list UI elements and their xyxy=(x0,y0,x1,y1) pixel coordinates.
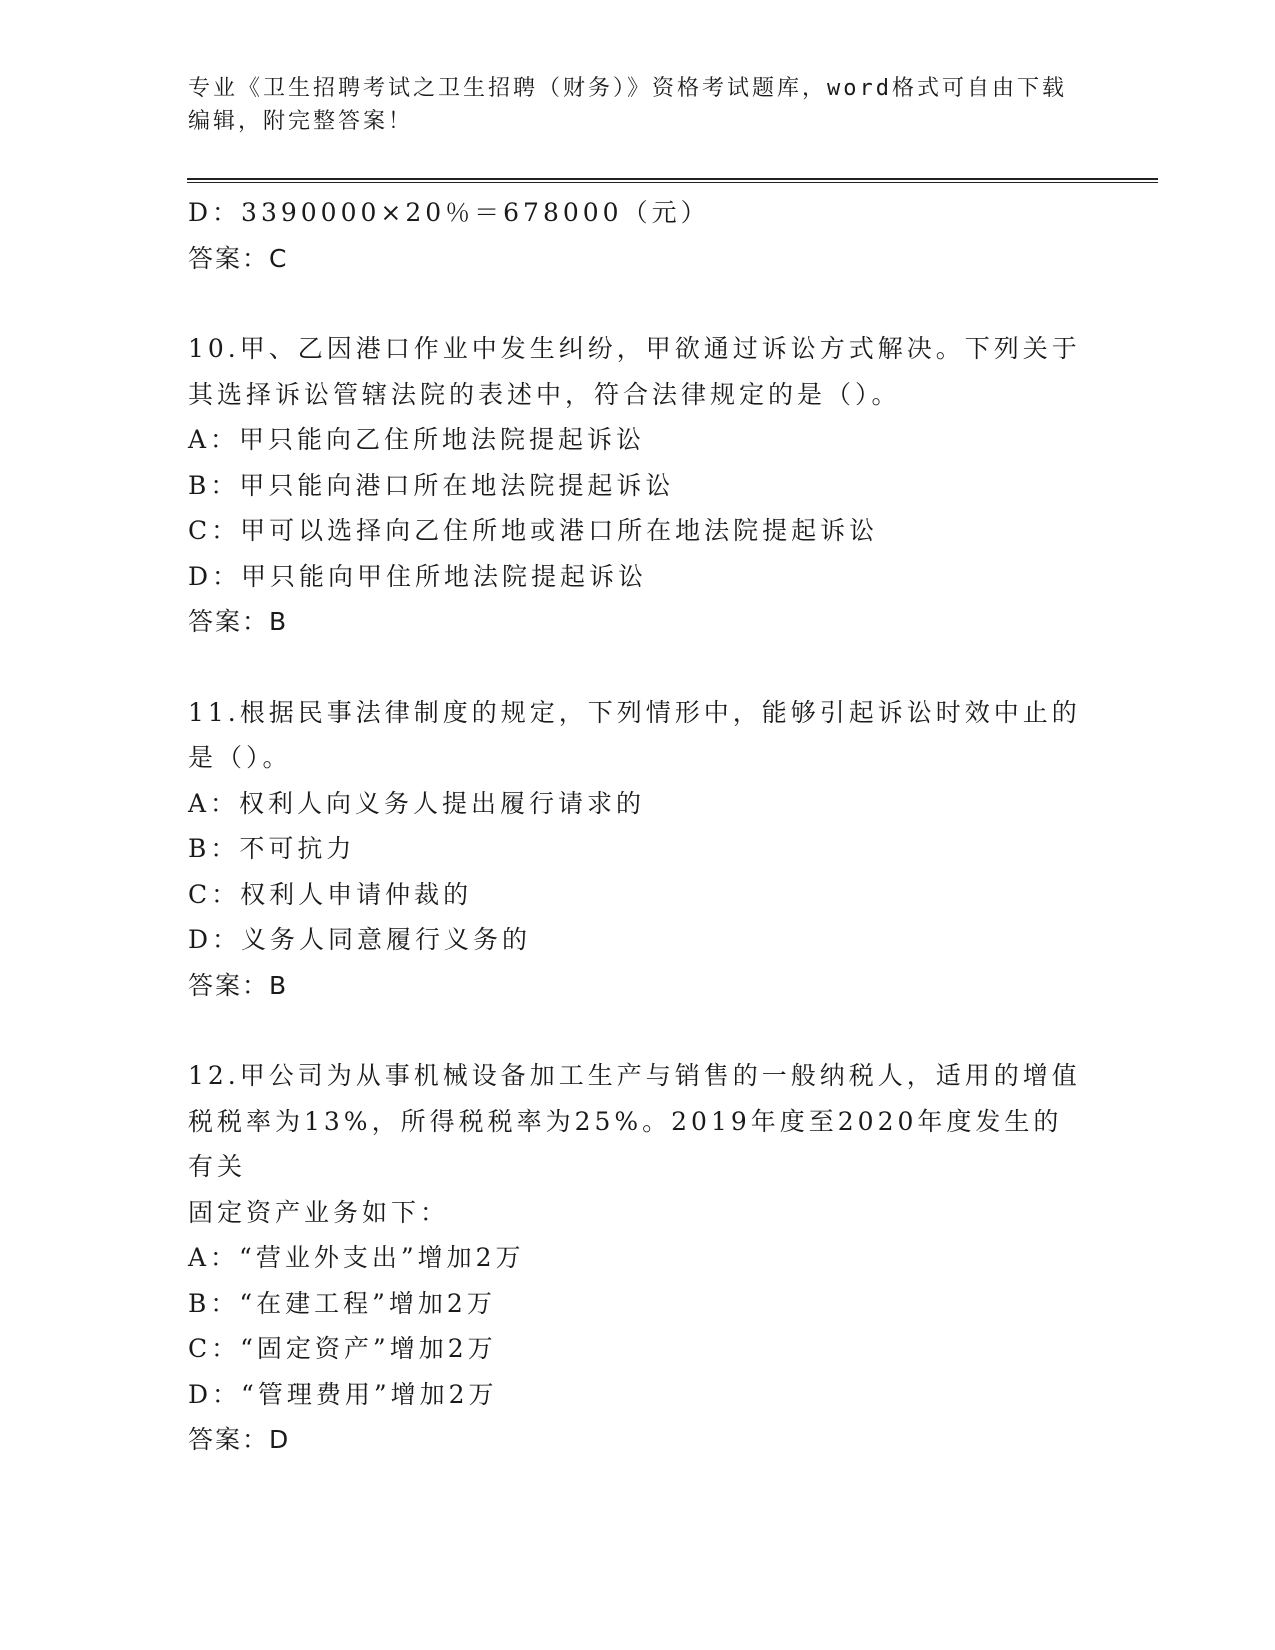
option-a: A：甲只能向乙住所地法院提起诉讼 xyxy=(188,425,646,454)
option-c: C：甲可以选择向乙住所地或港口所在地法院提起诉讼 xyxy=(188,516,879,545)
header-line-1: 专业《卫生招聘考试之卫生招聘（财务）》资格考试题库，word格式可自由下载 xyxy=(188,76,1067,101)
question-12 xyxy=(188,1053,1088,1463)
option-d: D：义务人同意履行义务的 xyxy=(188,925,532,954)
question-stem-line: 12.甲公司为从事机械设备加工生产与销售的一般纳税人，适用的增值 xyxy=(188,1061,1081,1090)
option-a: A：“营业外支出”增加2万 xyxy=(188,1243,525,1272)
answer-line: 答案：B xyxy=(188,970,289,1000)
document-body xyxy=(188,190,1088,1463)
option-c: C：“固定资产”增加2万 xyxy=(188,1334,497,1363)
answer-line: 答案：C xyxy=(188,243,289,273)
answer-line: 答案：D xyxy=(188,1425,291,1454)
header-line-2: 编辑，附完整答案！ xyxy=(188,109,414,134)
previous-question-tail xyxy=(188,190,1088,281)
option-a: A：权利人向义务人提出履行请求的 xyxy=(188,788,646,818)
option-d: D：“管理费用”增加2万 xyxy=(188,1379,498,1409)
option-b: B：不可抗力 xyxy=(188,834,356,863)
option-b: B：“在建工程”增加2万 xyxy=(188,1288,496,1318)
header-rule-thick xyxy=(187,178,1158,180)
option-d: D：甲只能向甲住所地法院提起诉讼 xyxy=(188,561,648,591)
question-stem-line: 税税率为13%，所得税税率为25%。2019年度至2020年度发生的有关 xyxy=(188,1106,1063,1181)
question-stem-line: 是（）。 xyxy=(188,743,292,772)
answer-line: 答案：B xyxy=(188,607,289,636)
question-stem-line: 其选择诉讼管辖法院的表述中，符合法律规定的是（）。 xyxy=(188,379,901,409)
document-header xyxy=(188,72,1088,138)
question-stem-line: 10.甲、乙因港口作业中发生纠纷，甲欲通过诉讼方式解决。下列关于 xyxy=(188,334,1081,363)
header-rule-thin xyxy=(187,182,1158,183)
question-stem-line: 固定资产业务如下： xyxy=(188,1197,450,1227)
option-d: D：3390000×20％＝678000（元） xyxy=(188,198,710,227)
option-b: B：甲只能向港口所在地法院提起诉讼 xyxy=(188,470,675,500)
question-stem-line: 11.根据民事法律制度的规定，下列情形中，能够引起诉讼时效中止的 xyxy=(188,697,1081,727)
question-10 xyxy=(188,326,1088,645)
option-c: C：权利人申请仲裁的 xyxy=(188,879,473,909)
question-11 xyxy=(188,690,1088,1009)
